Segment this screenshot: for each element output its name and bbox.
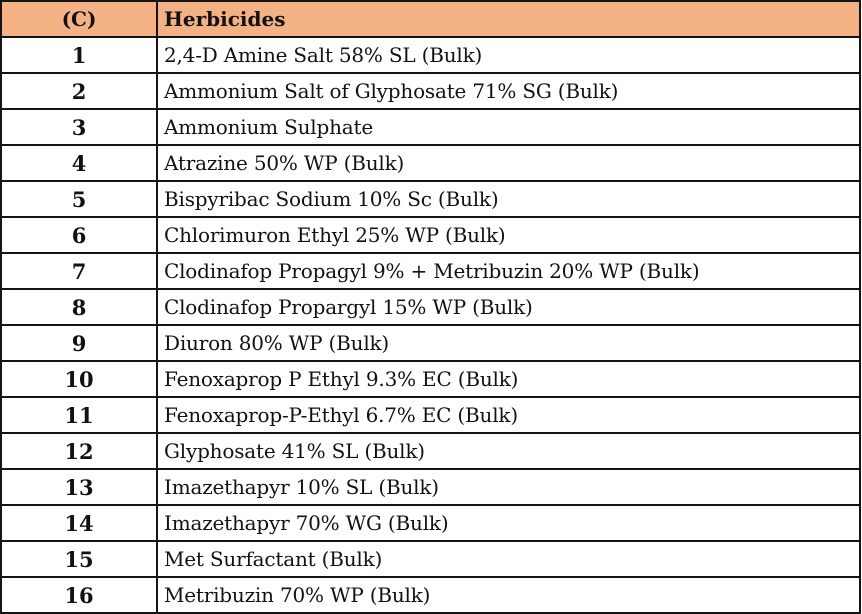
- row-number: 11: [1, 397, 157, 433]
- section-title: Herbicides: [157, 1, 860, 37]
- row-number: 13: [1, 469, 157, 505]
- table-row: [1, 289, 860, 325]
- table-row: [1, 253, 860, 289]
- row-number: 8: [1, 289, 157, 325]
- row-number: 15: [1, 541, 157, 577]
- product-name: Metribuzin 70% WP (Bulk): [157, 577, 860, 613]
- row-number: 3: [1, 109, 157, 145]
- row-number: 14: [1, 505, 157, 541]
- table-row: [1, 361, 860, 397]
- product-name: Imazethapyr 10% SL (Bulk): [157, 469, 860, 505]
- table-row: [1, 145, 860, 181]
- table-row: [1, 505, 860, 541]
- row-number: 4: [1, 145, 157, 181]
- product-name: Clodinafop Propargyl 15% WP (Bulk): [157, 289, 860, 325]
- product-name: Bispyribac Sodium 10% Sc (Bulk): [157, 181, 860, 217]
- product-name: Ammonium Salt of Glyphosate 71% SG (Bulk): [157, 73, 860, 109]
- product-name: Chlorimuron Ethyl 25% WP (Bulk): [157, 217, 860, 253]
- row-number: 1: [1, 37, 157, 73]
- product-name: Imazethapyr 70% WG (Bulk): [157, 505, 860, 541]
- table-row: [1, 541, 860, 577]
- section-label: (C): [1, 1, 157, 37]
- row-number: 5: [1, 181, 157, 217]
- product-name: Clodinafop Propagyl 9% + Metribuzin 20% WP (Bulk): [157, 253, 860, 289]
- table-row: [1, 37, 860, 73]
- table-row: [1, 109, 860, 145]
- product-name: Diuron 80% WP (Bulk): [157, 325, 860, 361]
- row-number: 12: [1, 433, 157, 469]
- product-name: Atrazine 50% WP (Bulk): [157, 145, 860, 181]
- product-name: Glyphosate 41% SL (Bulk): [157, 433, 860, 469]
- table-row: [1, 73, 860, 109]
- product-name: Ammonium Sulphate: [157, 109, 860, 145]
- table-row: [1, 181, 860, 217]
- table-header-row: [1, 1, 860, 37]
- table-row: [1, 397, 860, 433]
- table-row: [1, 325, 860, 361]
- table-row: [1, 433, 860, 469]
- product-name: Fenoxaprop P Ethyl 9.3% EC (Bulk): [157, 361, 860, 397]
- table-row: [1, 577, 860, 613]
- product-name: 2,4-D Amine Salt 58% SL (Bulk): [157, 37, 860, 73]
- product-name: Fenoxaprop-P-Ethyl 6.7% EC (Bulk): [157, 397, 860, 433]
- product-name: Met Surfactant (Bulk): [157, 541, 860, 577]
- row-number: 7: [1, 253, 157, 289]
- row-number: 9: [1, 325, 157, 361]
- row-number: 16: [1, 577, 157, 613]
- row-number: 2: [1, 73, 157, 109]
- row-number: 6: [1, 217, 157, 253]
- table-row: [1, 469, 860, 505]
- row-number: 10: [1, 361, 157, 397]
- table-row: [1, 217, 860, 253]
